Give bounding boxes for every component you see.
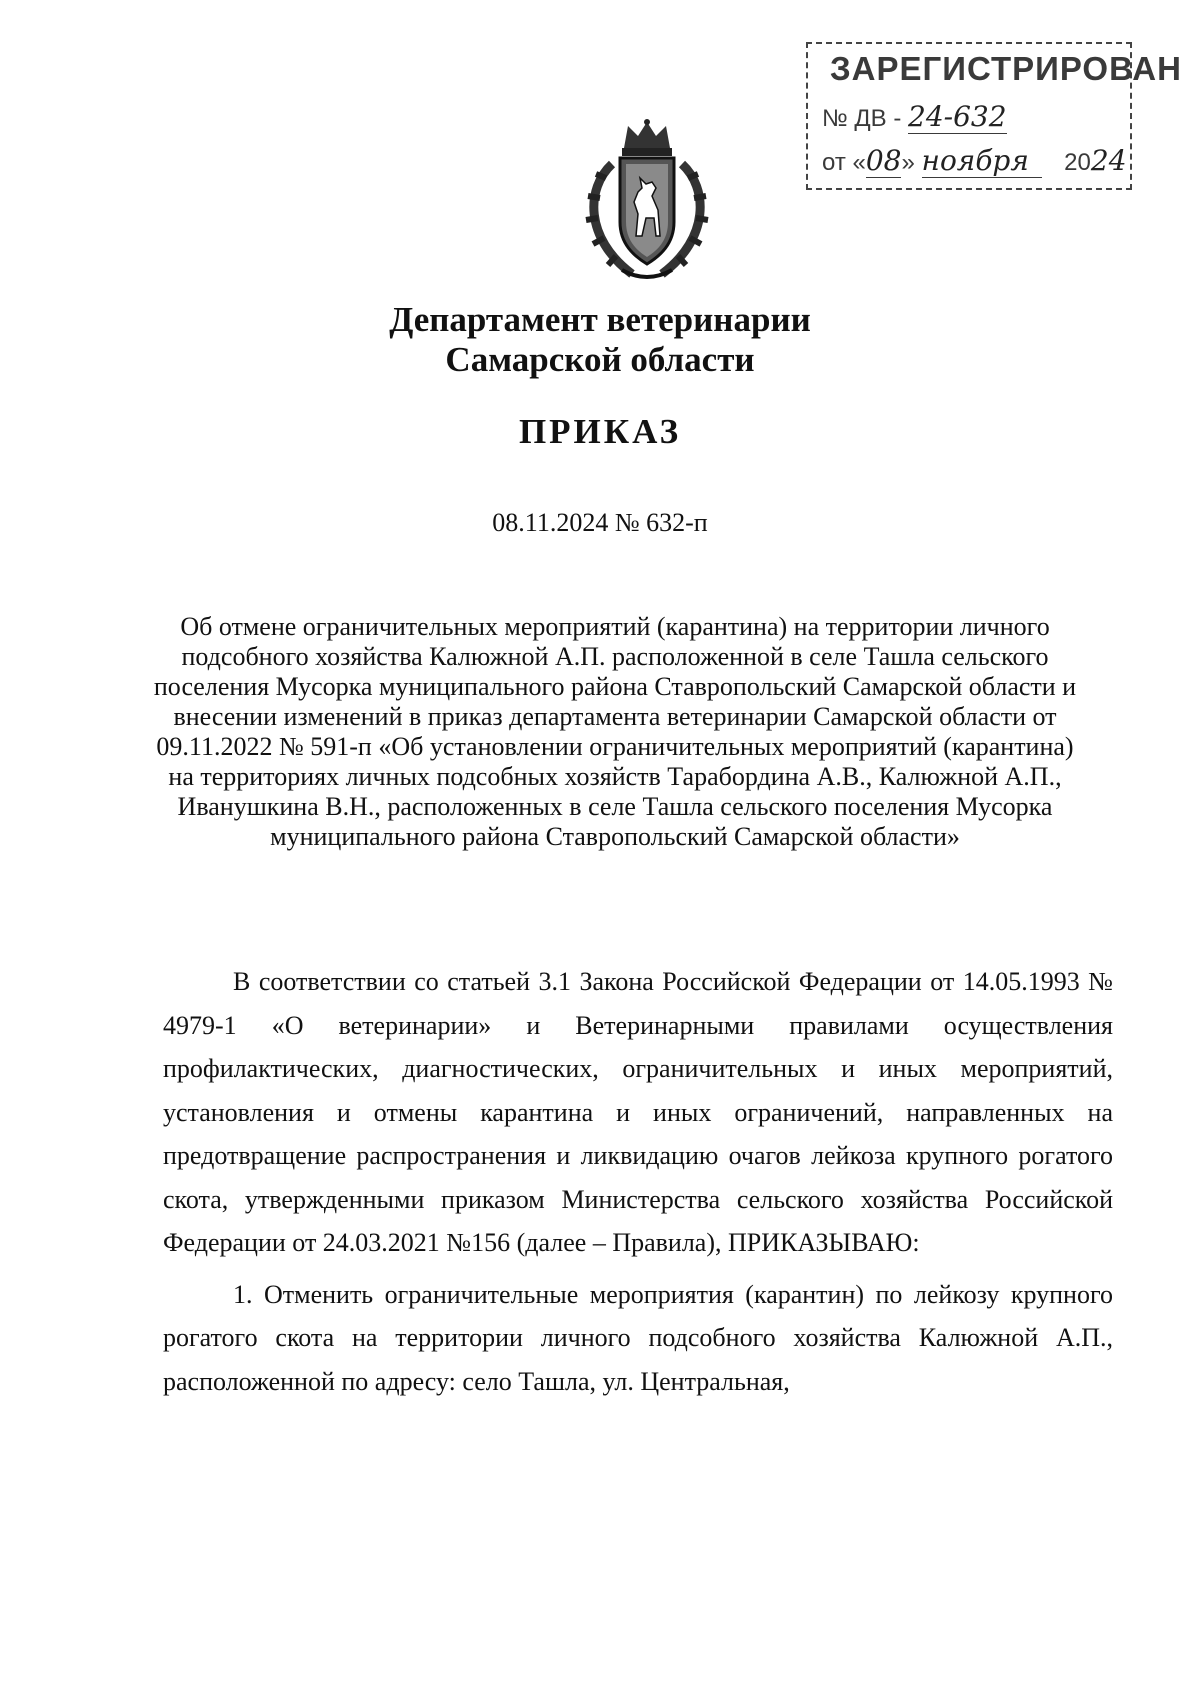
stamp-number-line xyxy=(822,100,1007,134)
coat-of-arms-emblem xyxy=(572,118,722,284)
stamp-year-handwritten: 24 xyxy=(1090,144,1127,177)
document-body xyxy=(163,960,1113,1403)
stamp-title: ЗАРЕГИСТРИРОВАН xyxy=(830,50,1182,87)
body-paragraph-1: В соответствии со статьей 3.1 Закона Российской Федерации от 14.05.1993 № 4979-1 «О ветеринарии» и Ветеринарными правилами осуществления профилактических, диагностических, ограничительных и иных мероприятий, установления и отмены карантина и иных ограничений, направленных на предотвращение распространения и ликвидацию очагов лейкоза крупного рогатого скота, утвержденными приказом Министерства сельского хозяйства Российской Федерации от 24.03.2021 №156 (далее – Правила), ПРИКАЗЫВАЮ: xyxy=(163,967,1113,1257)
body-paragraph-2: 1. Отменить ограничительные мероприятия (карантин) по лейкозу крупного рогатого скота на территории личного подсобного хозяйства Калюжной А.П., расположенной по адресу: село Ташла, ул. Центральная, xyxy=(163,1279,1113,1396)
department-line-2: Самарской области xyxy=(445,340,755,379)
department-line-1: Департамент ветеринарии xyxy=(389,300,811,339)
stamp-number-handwritten: 24-632 xyxy=(908,100,1007,133)
stamp-date-middle: » xyxy=(901,149,915,176)
stamp-month-handwritten: ноября xyxy=(922,144,1042,178)
stamp-date-prefix: от « xyxy=(822,149,866,176)
department-heading xyxy=(0,300,1200,380)
document-subject: Об отмене ограничительных мероприятий (карантина) на территории личного подсобного хозяйства Калюжной А.П. расположенной в селе Ташла сельского поселения Мусорка муниципального района Ставропольский Самарской области и внесении изменений в приказ департамента ветеринарии Самарской области от 09.11.2022 № 591-п «Об установлении ограничительных мероприятий (карантина) на территориях личных подсобных хозяйств Тарабордина А.В., Калюжной А.П., Иванушкина В.Н., расположенных в селе Ташла сельского поселения Мусорка муниципального района Ставропольский Самарской области» xyxy=(153,612,1077,851)
stamp-year-prefix: 20 xyxy=(1064,149,1091,176)
stamp-number-prefix: № ДВ - xyxy=(822,105,902,132)
document-type: ПРИКАЗ xyxy=(518,412,682,451)
stamp-day-handwritten: 08 xyxy=(865,144,902,177)
registration-stamp xyxy=(806,42,1182,190)
stamp-date-line xyxy=(822,144,1127,178)
document-date-number: 08.11.2024 № 632-п xyxy=(492,508,708,537)
